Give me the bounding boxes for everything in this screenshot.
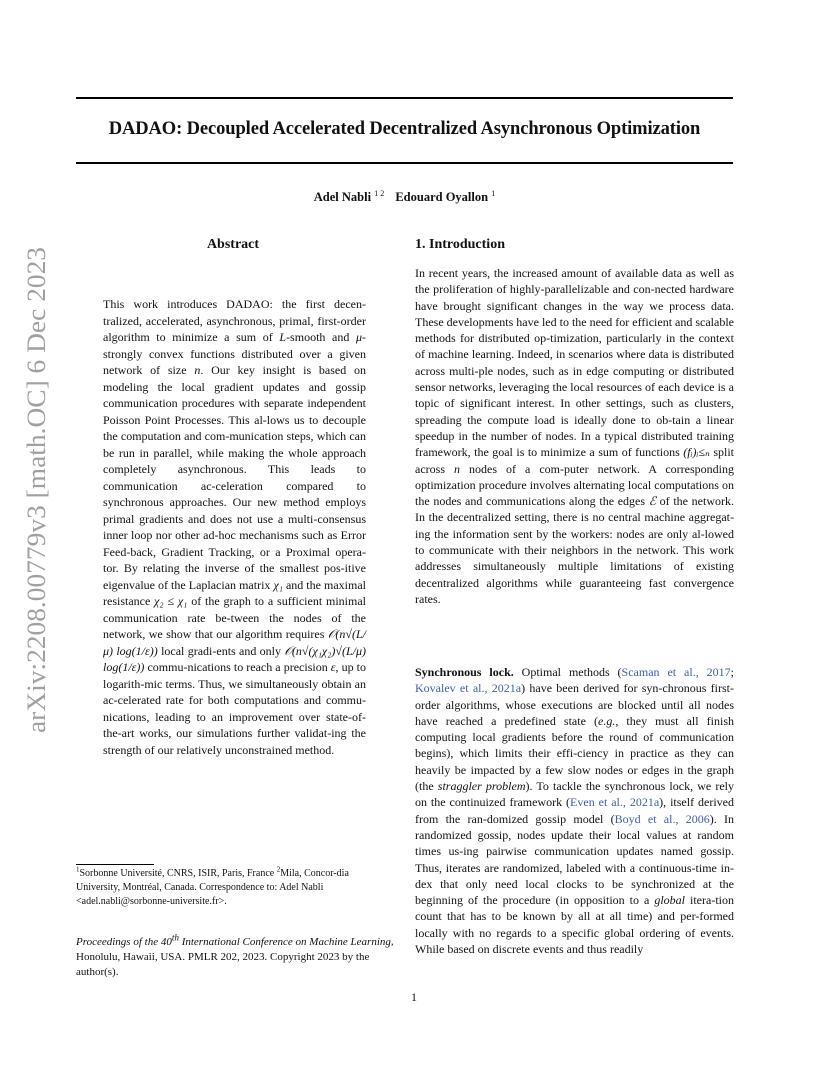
emphasis-text: e.g., [598,713,619,728]
proceedings-ordinal: 40 [160,935,172,948]
paragraph-text-run: they must all finish computing local gradients before the round of communication begins), which limits their effi-ciency in practice as they can heavily be impacted by a few slow nodes or edges in the graph (the [415,713,734,794]
abstract-heading: Abstract [206,237,260,252]
abstract-text-run: local gradi-ents and only [157,643,285,658]
math-symbol: n [194,363,201,377]
proceedings-conference: International Conference on Machine Learning [178,935,391,948]
author-line [76,190,733,205]
paragraph-text-run: ). In randomized gossip, nodes update their local values at random times us-ing pairwise communication updates named gossip. Thus, iterates are randomized, labeled with a continuous-time in-dex that only need local clocks to be synchronized at the beginning of the procedure (in opposition to a [415,811,734,908]
abstract-text-run: -strongly convex functions distributed over a given network of size [103,330,366,377]
paragraph-text-run: split across [415,445,734,476]
paragraph-text-run: nodes of a com-puter network. A corresponding optimization procedure involves alternating local computations on the nodes and communications along the edges [415,461,734,509]
author-name: Adel Nabli [313,190,372,204]
title-rule-bottom [76,162,733,164]
math-symbol: ε [330,660,336,674]
citation-link[interactable]: Even et al., 2021a [570,795,660,810]
citation-link[interactable]: Boyd et al., 2006 [614,811,710,826]
emphasis-text: global [654,893,685,908]
arxiv-identifier-text: arXiv:2208.00779v3 [math.OC] 6 Dec 2023 [22,272,51,733]
abstract-text-run: and the maximal resistance [103,577,366,608]
proceedings-details: , Honolulu, Hawaii, USA. PMLR 202, 2023. Copyright 2023 by the author(s). [76,935,394,978]
paragraph-text-run: ; [730,665,734,679]
intro-paragraph-1 [415,265,734,607]
math-expression: (fᵢ)ᵢ≤ₙ [683,445,710,460]
title-rule-top [76,97,733,99]
author-affiliation-marks: 1 [491,188,496,198]
author-affiliation-marks: 1 2 [374,188,385,198]
affiliation-footnote [76,867,394,908]
math-symbol: μ [355,330,362,344]
author-name: Edouard Oyallon [395,190,489,204]
author-1 [314,190,384,204]
intro-paragraph-synchronous-lock [415,664,734,957]
paragraph-text-run: ). To tackle the synchronous lock, we rely on the continuized framework ( [415,779,734,810]
page-number: 1 [411,990,417,1004]
paper-title: DADAO: Decoupled Accelerated Decentralized Asynchronous Optimization [108,119,701,139]
abstract-text-run: . Our key insight is based on modeling the local gradient updates and gossip communication procedures with separate independent Poisson Point Processes. This al-lows us to decouple the computation and com-munication steps, which can be run in parallel, while making the whole approach completely asynchronous. This leads to communication ac-celeration compared to synchronous approaches. Our new method employs primal gradients and does not use a multi-consensus inner loop nor other ad-hoc mechanisms such as Error Feed-back, Gradient Tracking, or a Proximal opera-tor. By relating the inverse of the smallest pos-itive eigenvalue of the Laplacian matrix [103,363,366,592]
math-symbol: ℰ [648,494,656,509]
abstract-text-run: commu-nications to reach a precision [144,660,331,674]
math-symbol: L [279,330,287,344]
abstract-text-run: , up to logarith-mic terms. Thus, we simultaneously obtain an ac-celerated rate for both computations and commu-nications, leading to an improvement over state-of-the-art works, our simulations further validat-ing the strength of our relatively unconstrained method. [103,660,366,757]
arxiv-identifier-stamp[interactable] [20,245,52,735]
footnote-text: Mila, Concor-dia University, Montréal, Canada. Correspondence to: Adel Nabli <adel.nabli@sorbonne-universite.fr>. [76,868,349,907]
math-expression: χ₂ ≤ χ₁ [154,594,188,608]
proceedings-text: Proceedings of the [76,935,161,948]
paragraph-text-run: In recent years, the increased amount of available data as well as the proliferation of highly-parallelizable and con-nected hardware have brought significant changes in the way we process data. These developments have led to the need for efficient and scalable methods for distributed op-timization, particularly in the context of machine learning. Indeed, in scenarios where data is distributed across multi-ple nodes, such as in edge computing or distributed sensor networks, leveraging the local resources of each device is a topic of significant interest. In other settings, such as clusters, spreading the compute load is ideally done to ob-tain a linear speedup in the number of nodes. In a typical distributed training framework, the goal is to minimize a sum of functions [415,266,734,460]
abstract-text [103,296,366,758]
emphasis-text: straggler problem [437,779,526,794]
abstract-text-run: This work introduces DADAO: the first decen-tralized, accelerated, asynchronous, primal, first-order algorithm to minimize a sum of [103,297,366,344]
paragraph-text-run: Optimal methods ( [513,665,622,679]
footnote-mark: 1 [76,865,80,874]
section-heading-introduction: 1. Introduction [415,237,505,252]
math-symbol: n [454,461,460,476]
math-expression: 𝒪(n√(L/μ) log(1/ε)) [103,627,366,658]
abstract-text-run: -smooth and [286,330,356,344]
paragraph-text-run: of the network. In the decentralized setting, there is no central machine aggregat-ing the information sent by the workers: nodes are only al-lowed to communicate with their neighbors in the network. This work addresses simultaneously multiple limitations of existing decentralized algorithms while guaranteeing fast convergence rates. [415,494,734,606]
math-symbol: χ₁ [273,577,283,592]
footnote-mark: 2 [276,865,281,874]
paragraph-text-run: ) have been derived for syn-chronous first-order algorithms, whose executions are blocked until all nodes have reached a predefined state ( [415,681,734,728]
paragraph-text-run: ), itself derived from the ran-domized gossip model ( [415,795,735,826]
paragraph-run-in-heading: Synchronous lock. [415,665,514,679]
citation-link[interactable]: Kovalev et al., 2021a [415,681,522,696]
proceedings-note [76,930,394,980]
math-expression: 𝒪(n√(χ₁χ₂)√(L/μ) log(1/ε)) [103,643,366,674]
abstract-text-run: of the graph to a sufficient minimal communication rate be-tween the nodes of the network, we show that our algorithm requires [103,594,366,641]
paragraph-text-run: itera-tion count that has to be known by all at all time) and per-formed locally with no regards to a specific global ordering of events. While based on discrete events and thus readily [415,893,734,957]
citation-link[interactable]: Scaman et al., 2017 [621,665,731,679]
footnote-rule [76,864,154,865]
proceedings-ordinal-suffix: th [171,932,179,942]
author-2 [395,190,495,204]
footnote-text: Sorbonne Université, CNRS, ISIR, Paris, France [79,868,277,879]
